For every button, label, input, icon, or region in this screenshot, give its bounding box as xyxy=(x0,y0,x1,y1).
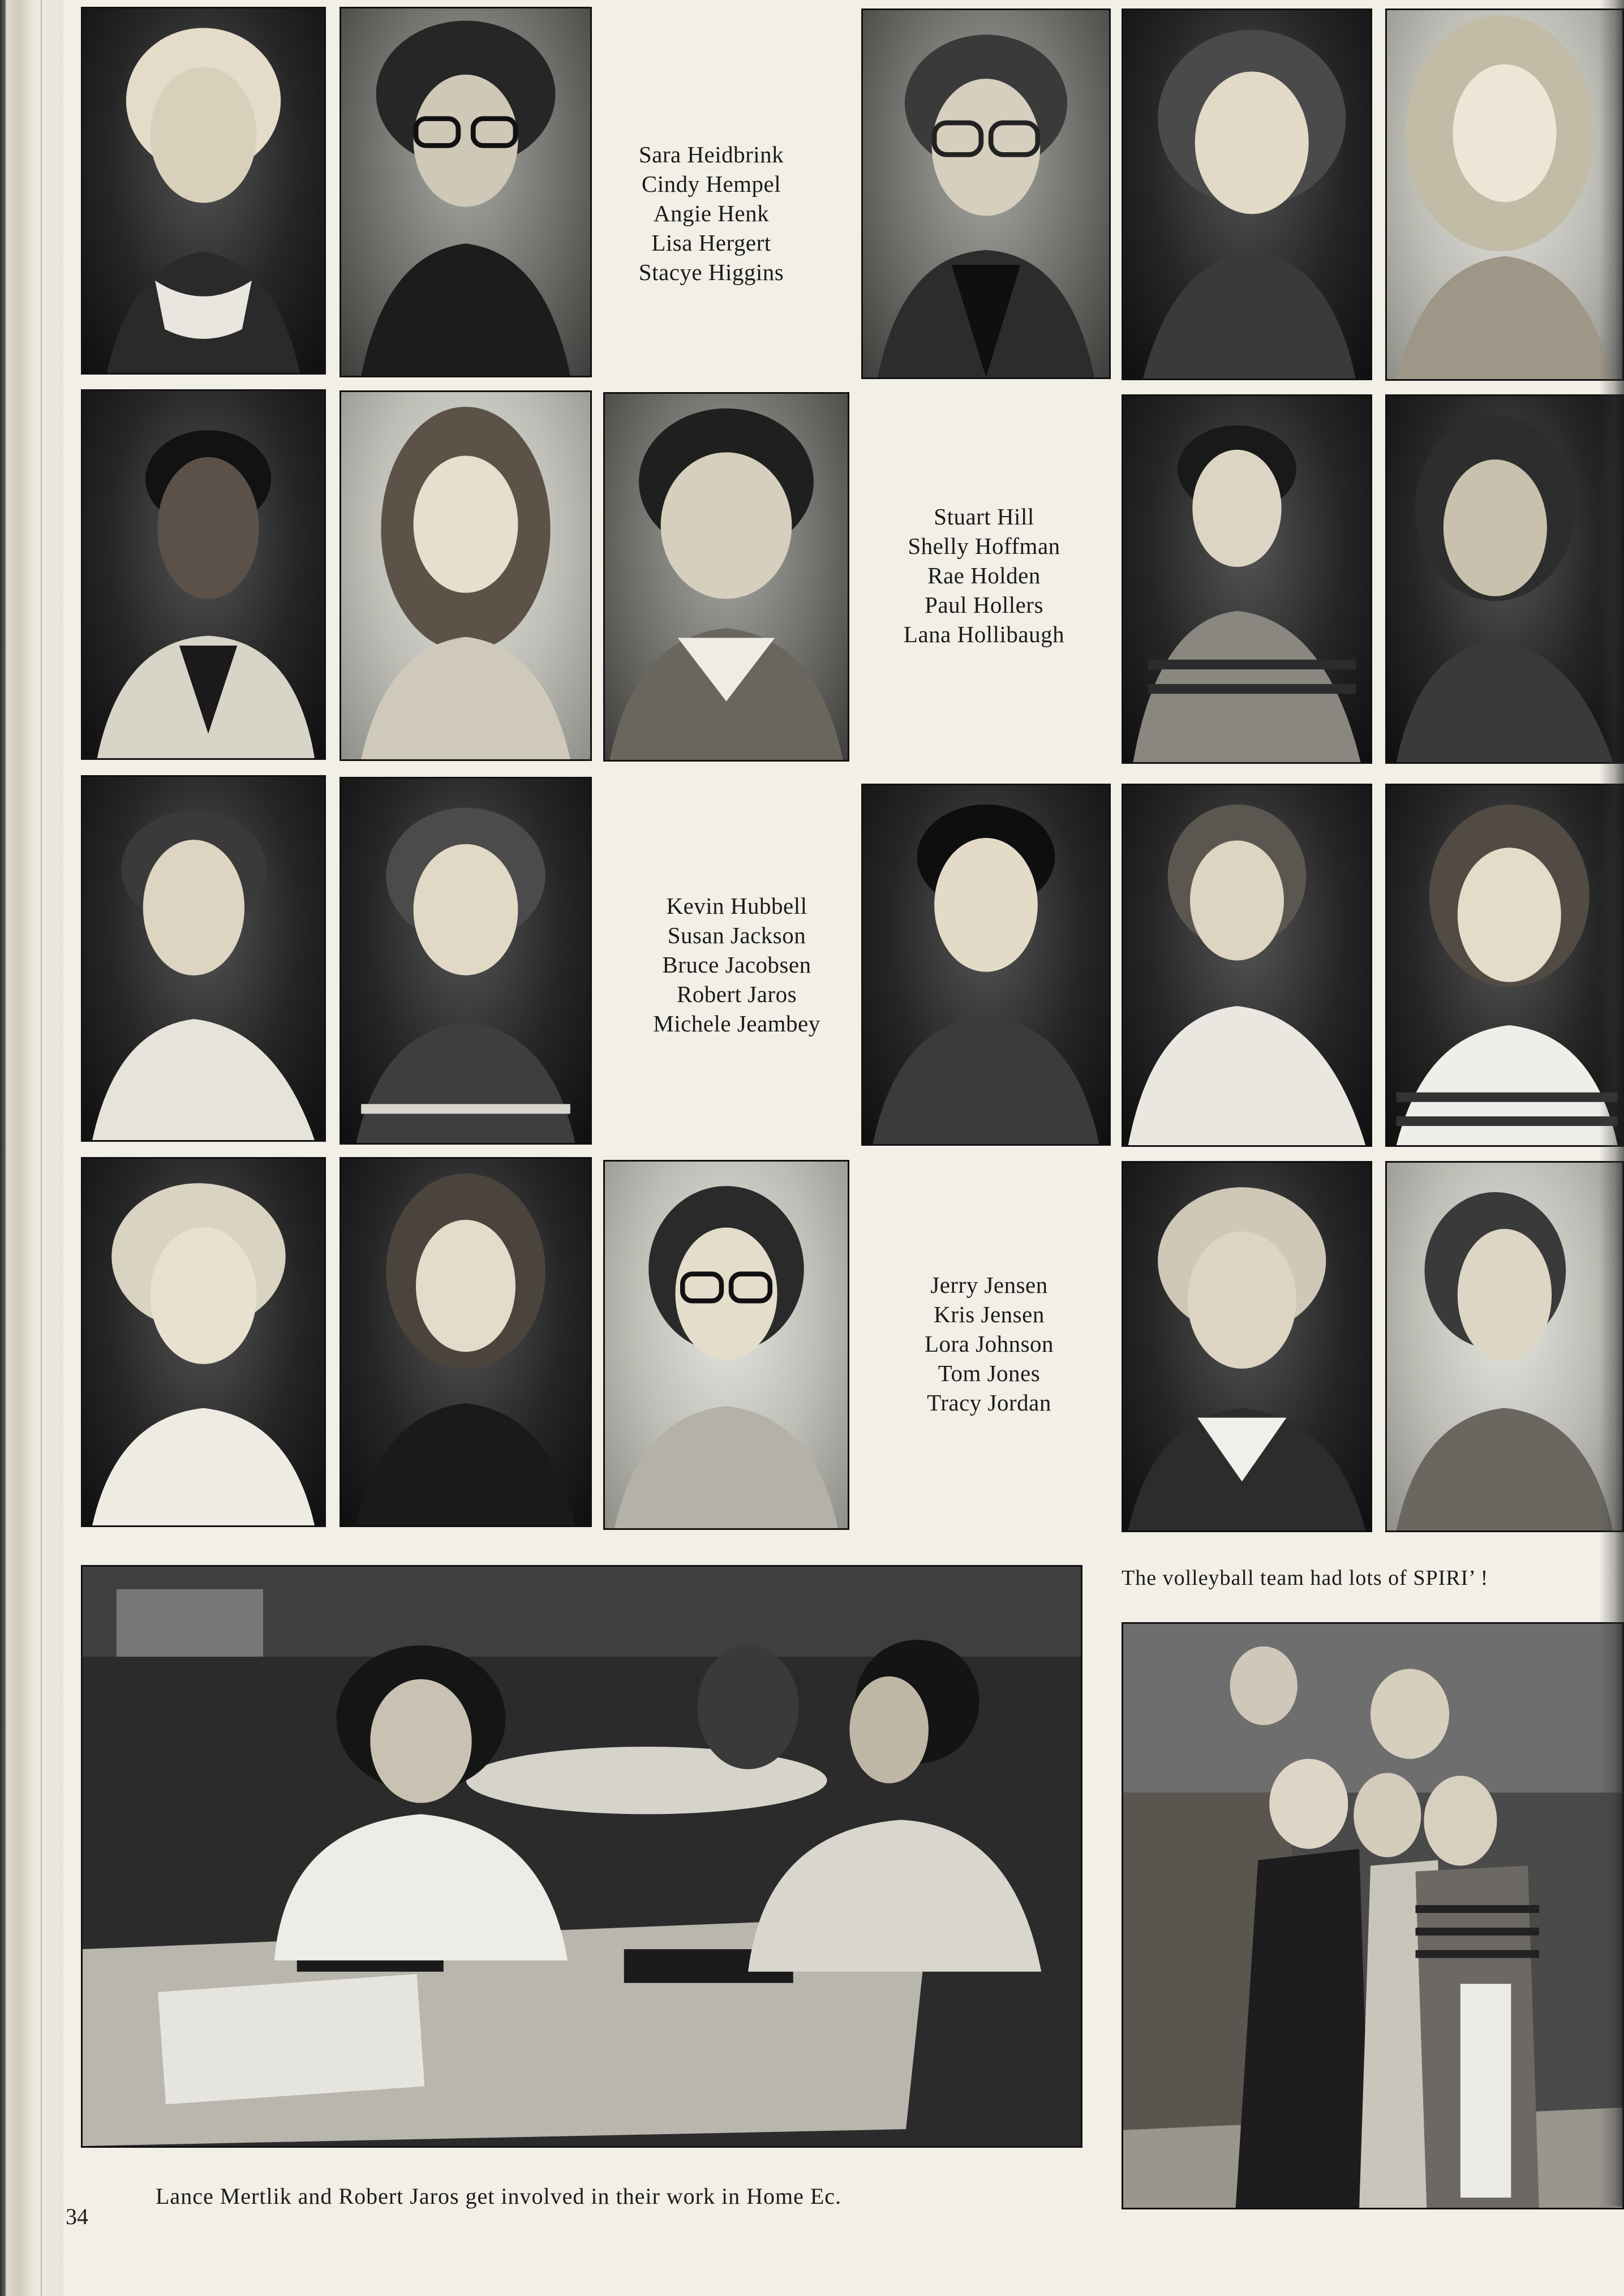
student-name: Shelly Hoffman xyxy=(908,533,1060,559)
portrait-row4-1 xyxy=(81,1157,326,1527)
student-name: Lora Johnson xyxy=(924,1331,1054,1357)
book-binding xyxy=(0,0,63,2296)
student-name: Robert Jaros xyxy=(676,981,797,1007)
student-name: Cindy Hempel xyxy=(641,171,781,197)
portrait-row2-4 xyxy=(1122,394,1372,764)
home-ec-caption: Lance Mertlik and Robert Jaros get involved in their work in Home Ec. xyxy=(156,2183,842,2209)
name-list-row3 xyxy=(618,891,856,1038)
student-name: Susan Jackson xyxy=(667,922,806,948)
page-number: 34 xyxy=(66,2204,88,2229)
student-name: Kris Jensen xyxy=(934,1301,1045,1327)
page-edge-shadow xyxy=(1599,0,1624,2207)
portrait-row4-3 xyxy=(603,1160,849,1530)
name-list-row2 xyxy=(865,502,1103,649)
portrait-row2-5 xyxy=(1385,394,1624,764)
student-name: Lana Hollibaugh xyxy=(903,621,1065,647)
student-name: Tracy Jordan xyxy=(927,1390,1051,1416)
name-list-row1 xyxy=(592,140,830,287)
student-name: Jerry Jensen xyxy=(930,1272,1048,1298)
portrait-row1-4 xyxy=(1122,8,1372,380)
student-name: Kevin Hubbell xyxy=(666,893,807,919)
portrait-row3-4 xyxy=(1122,784,1372,1147)
student-name: Sara Heidbrink xyxy=(638,141,784,167)
student-name: Stacye Higgins xyxy=(638,259,784,285)
portrait-row2-3 xyxy=(603,392,849,762)
portrait-row3-3 xyxy=(861,784,1111,1146)
student-name: Michele Jeambey xyxy=(653,1011,820,1037)
student-name: Rae Holden xyxy=(927,562,1041,588)
volleyball-photo xyxy=(1122,1622,1624,2209)
portrait-row1-3 xyxy=(861,8,1111,379)
home-ec-photo xyxy=(81,1565,1082,2148)
portrait-row3-2 xyxy=(340,777,592,1145)
student-name: Stuart Hill xyxy=(934,504,1034,530)
portrait-row1-1 xyxy=(81,7,326,375)
volleyball-caption: The volleyball team had lots of SPIRI’ ! xyxy=(1122,1566,1489,1590)
portrait-row3-1 xyxy=(81,775,326,1142)
student-name: Paul Hollers xyxy=(925,592,1043,618)
student-name: Angie Henk xyxy=(653,200,770,226)
student-name: Tom Jones xyxy=(938,1360,1041,1386)
name-list-row4 xyxy=(870,1270,1108,1417)
portrait-row2-2 xyxy=(340,390,592,761)
portrait-row1-5 xyxy=(1385,8,1624,381)
portrait-row4-4 xyxy=(1122,1161,1372,1532)
portrait-row3-5 xyxy=(1385,784,1624,1147)
student-name: Bruce Jacobsen xyxy=(662,952,811,978)
portrait-row2-1 xyxy=(81,389,326,760)
student-name: Lisa Hergert xyxy=(651,230,771,256)
portrait-row4-2 xyxy=(340,1157,592,1527)
portrait-row1-2 xyxy=(340,7,592,377)
portrait-row4-5 xyxy=(1385,1161,1624,1532)
